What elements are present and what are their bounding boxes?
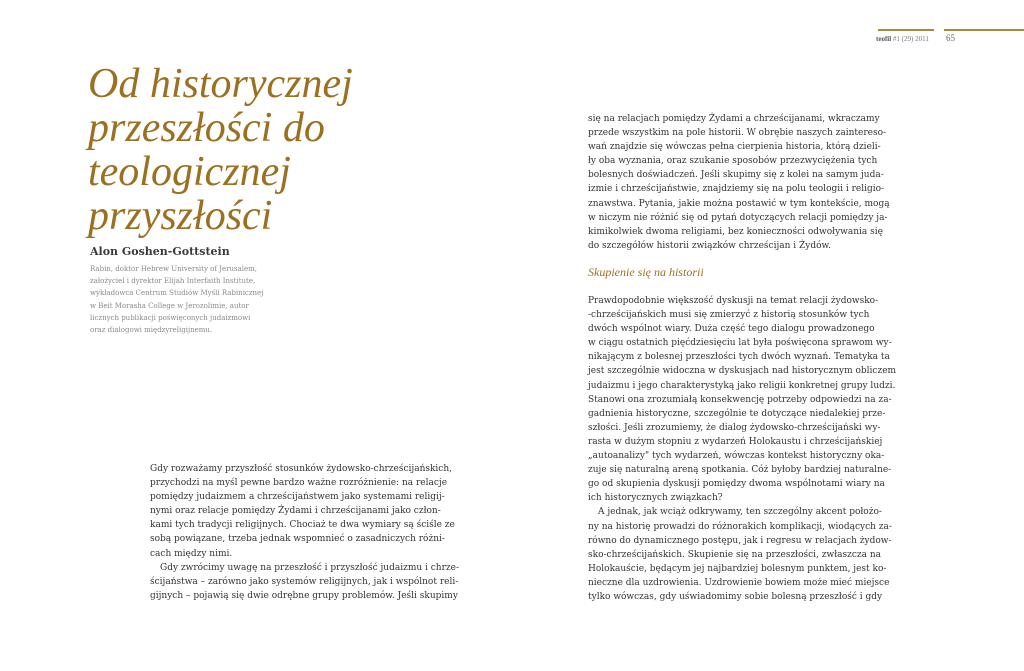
text-line: A jednak, jak wciąż odkrywamy, ten szczególny akcent położo- [598,507,882,518]
author-name: Alon Goshen-Gottstein [90,245,230,258]
article-title [88,62,368,238]
author-bio [90,263,280,336]
page-number: 65 [946,33,955,43]
text-line: sobą powiązane, trzeba jednak wspomnieć o zasadniczych różni- [150,534,445,545]
bio-line: licznych publikacji poświęconych judaizmowi [90,313,251,322]
text-line: się na relacjach pomiędzy Żydami a chrześcijanami, wkraczamy [588,114,880,124]
text-line: ścijaństwa – zarówno jako systemów religijnych, jak i wspólnot reli- [150,576,459,587]
text-line: gadnienia historyczne, szczególnie te dotyczące niedalekiej prze- [588,408,886,419]
text-line: nymi oraz relacje pomiędzy Żydami i chrześcijanami jako człon- [150,506,441,517]
text-line: judaizmu i jego charakterystyką jako religii konkretnej grupy ludzi. [588,380,896,391]
text-line: w ciągu ostatnich pięćdziesięciu lat była poświęcona sprawom wy- [588,338,892,349]
text-line: znawstwa. Pytania, jakie można postawić w tym kontekście, mogą [588,198,890,209]
bio-line: wykładowca Centrum Studiów Myśli Rabinicznej [90,289,264,298]
text-line: w niczym nie różnić się od pytań dotyczących relacji pomiędzy ja- [588,212,888,223]
text-line: zuje się naturalną areną spotkania. Cóż byłoby bardziej naturalne- [588,465,892,476]
text-line: bolesnych doświadczeń. Jeśli skupimy się z kolei na samym juda- [588,170,884,181]
text-line: sko-chrześcijańskich. Skupienie się na przeszłości, zwłaszcza na [588,549,882,560]
text-line: pomiędzy judaizmem a chrześcijaństwem jako systemami religij- [150,492,445,503]
header-rule-left [878,29,934,31]
bio-line: oraz dialogowi międzyreligijnemu. [90,326,213,335]
title-line: przeszłości do [88,105,325,151]
text-line: Stanowi ona zrozumiałą konsekwencję potrzeby odpowiedzi na za- [588,394,892,405]
text-line: przede wszystkim na pole historii. W obrębie naszych zaintereso- [588,128,887,139]
bio-line: założyciel i dyrektor Elijah Interfaith Institute, [90,277,256,286]
running-head [876,35,929,43]
text-line: nikającym z bolesnej przeszłości tych dwóch wyznań. Tematyka ta [588,352,890,363]
text-line: ich historycznych związkach? [588,493,723,504]
text-line: go od skupienia dyskusji pomiędzy dwoma wspólnotami wiary na [588,479,885,490]
journal-name: teofil [876,35,892,43]
bio-line: w Beit Morasha College w Jerozolimie, autor [90,301,249,310]
right-column-bottom-text [588,294,897,604]
title-line: Od historycznej [88,61,353,107]
text-line: tylko wówczas, gdy uświadomimy sobie bolesną przeszłość i gdy [588,591,883,602]
text-line: równo do dynamicznego postępu, jak i regresu w relacjach żydow- [588,535,892,546]
text-line: nieczne dla uzdrowienia. Uzdrowienie bowiem może mieć miejsce [588,577,890,588]
text-line: Prawdopodobnie większość dyskusji na temat relacji żydowsko- [588,296,879,306]
text-line: rasta w dużym stopniu z wydarzeń Holokaustu i chrześcijańskiej [588,436,883,447]
text-line: wań znajdzie się wówczas pełna cierpienia historia, którą dzieli- [588,142,881,153]
text-line: izmie i chrześcijaństwie, znajdziemy się na polu teologii i religio- [588,184,885,195]
text-line: gijnych – pojawią się dwie odrębne grupy problemów. Jeśli skupimy [150,590,458,601]
text-line: kimikolwiek dwoma religiami, bez konieczności odwoływania się [588,226,883,237]
text-line: dwóch wspólnot wiary. Duża część tego dialogu prowadzonego [588,324,875,335]
text-line: jest szczególnie widoczna w dyskusjach nad historycznym obliczem [588,366,897,377]
text-line: Gdy rozważamy przyszłość stosunków żydowsko-chrześcijańskich, [150,464,453,474]
text-line: „autoanalizy" tych wydarzeń, wówczas kontekst historyczny oka- [588,451,885,462]
text-line: Holokauście, będącym jej najbardziej bolesnym punktem, jest ko- [588,563,887,574]
issue-info: #1 (29) 2011 [892,35,929,43]
text-line: Gdy zwrócimy uwagę na przeszłość i przyszłość judaizmu i chrze- [160,562,460,573]
text-line: kami tych tradycji religijnych. Chociaż te dwa wymiary są ściśle ze [150,520,455,531]
text-line: do szczegółów historii związków chrześcijan i Żydów. [588,240,832,251]
section-heading: Skupienie się na historii [588,265,704,279]
left-column-text [150,462,460,603]
text-line: ły oba wyznania, oraz szukanie sposobów przezwyciężenia tych [588,156,878,167]
text-line: przychodzi na myśl pewne bardzo ważne rozróżnienie: na relacje [150,478,448,489]
header-rule-right [944,29,1024,31]
text-line: -chrześcijańskich musi się zmierzyć z historią stosunków tych [588,310,870,321]
text-line: cach między nimi. [150,548,233,559]
text-line: ny na historię prowadzi do różnorakich komplikacji, wiodących za- [588,521,892,532]
bio-line: Rabin, doktor Hebrew University of Jerusalem, [90,265,258,273]
right-column-top-text [588,112,890,253]
title-line: teologicznej [88,149,291,195]
text-line: szłości. Jeśli zrozumiemy, że dialog żydowsko-chrześcijański wy- [588,422,881,433]
title-line: przyszłości [88,193,273,239]
